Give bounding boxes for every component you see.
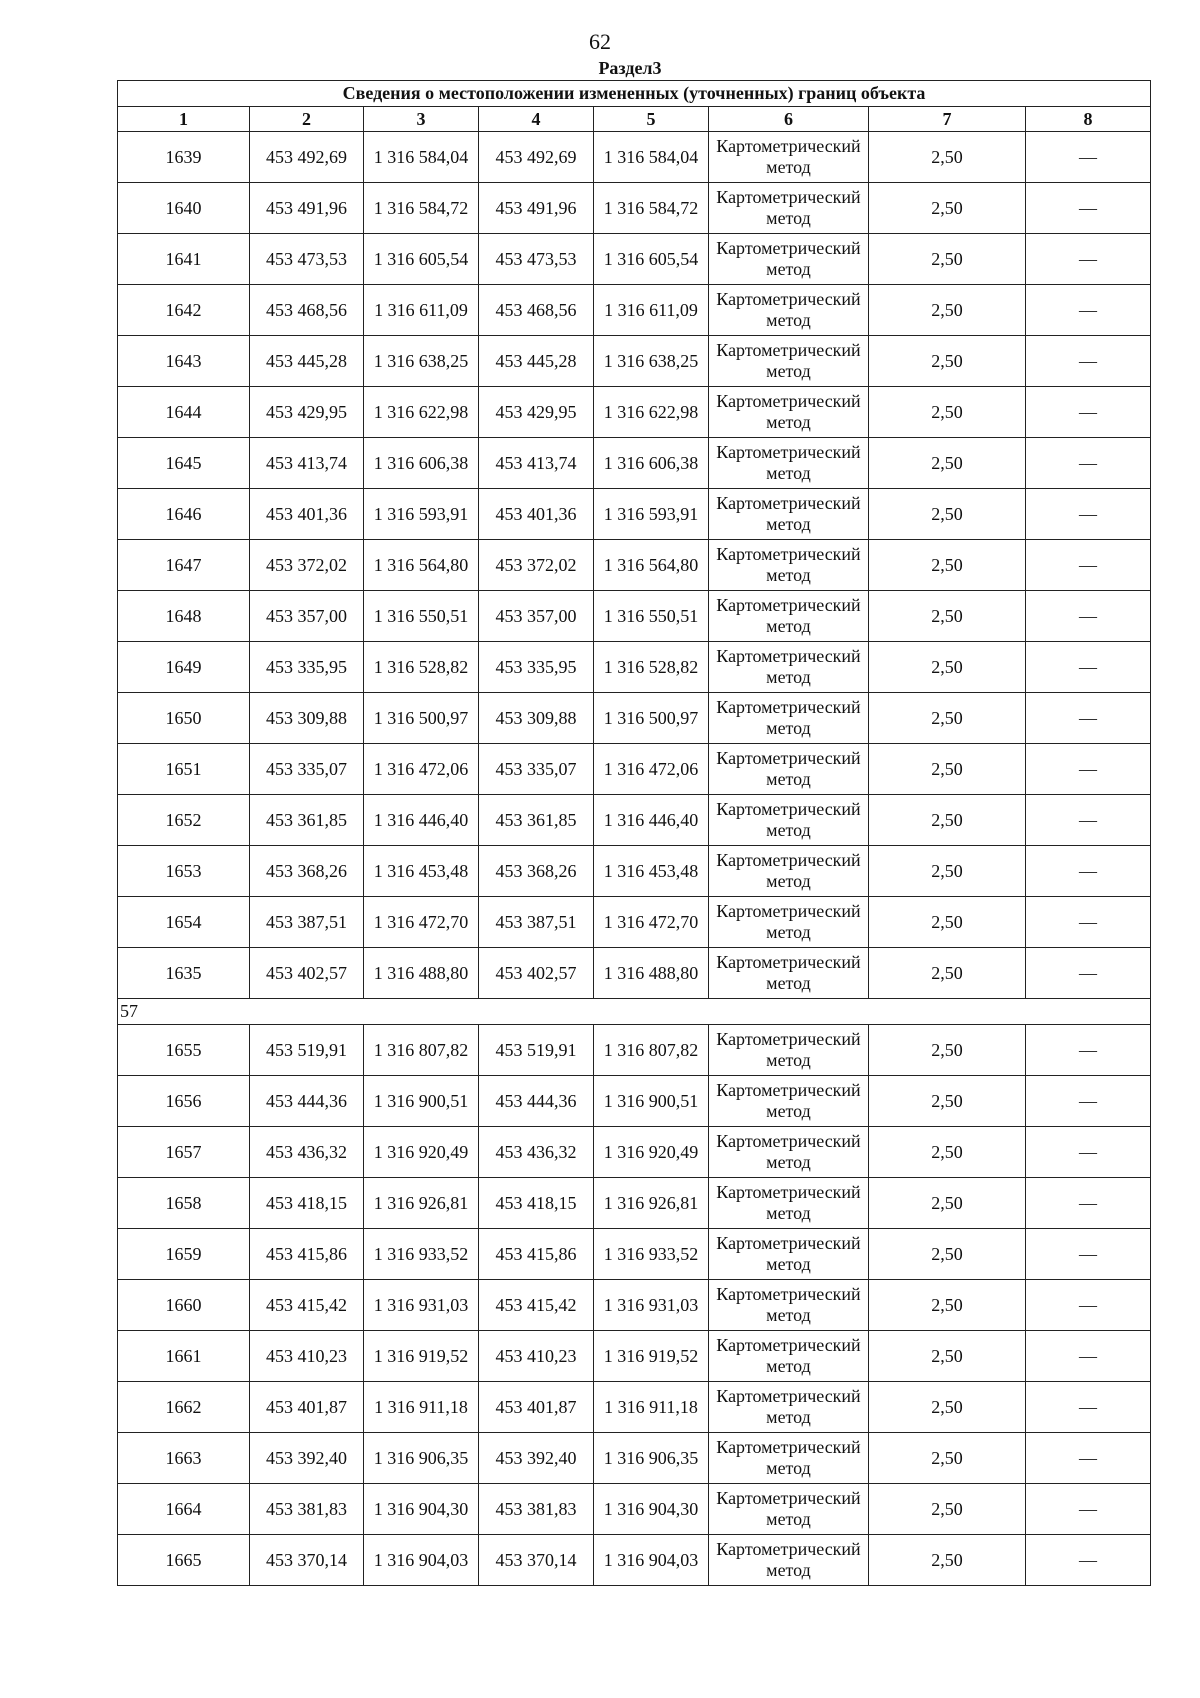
cell-method: Картометрический метод [709,1433,869,1484]
cell-point-number: 1662 [118,1382,250,1433]
cell-x-existing: 453 392,40 [250,1433,364,1484]
cell-point-number: 1650 [118,693,250,744]
cell-description: — [1026,948,1151,999]
cell-x-existing: 453 418,15 [250,1178,364,1229]
cell-point-number: 1652 [118,795,250,846]
cell-x-existing: 453 415,86 [250,1229,364,1280]
cell-point-number: 1649 [118,642,250,693]
table-row [118,234,1151,285]
cell-accuracy: 2,50 [869,1433,1026,1484]
cell-x-existing: 453 372,02 [250,540,364,591]
cell-x-new: 453 445,28 [479,336,594,387]
cell-y-new: 1 316 453,48 [594,846,709,897]
cell-x-existing: 453 468,56 [250,285,364,336]
cell-point-number: 1656 [118,1076,250,1127]
cell-method: Картометрический метод [709,336,869,387]
cell-method: Картометрический метод [709,1127,869,1178]
cell-y-new: 1 316 584,04 [594,132,709,183]
column-header: 2 [250,107,364,132]
cell-x-new: 453 519,91 [479,1025,594,1076]
cell-x-new: 453 335,95 [479,642,594,693]
cell-method: Картометрический метод [709,744,869,795]
contour-separator-row [118,999,1151,1025]
cell-method: Картометрический метод [709,132,869,183]
cell-description: — [1026,132,1151,183]
table-row [118,1382,1151,1433]
table-row [118,1229,1151,1280]
cell-accuracy: 2,50 [869,897,1026,948]
cell-method: Картометрический метод [709,642,869,693]
cell-y-new: 1 316 564,80 [594,540,709,591]
cell-point-number: 1643 [118,336,250,387]
table-row [118,846,1151,897]
cell-y-existing: 1 316 920,49 [364,1127,479,1178]
cell-accuracy: 2,50 [869,438,1026,489]
cell-description: — [1026,693,1151,744]
cell-x-existing: 453 370,14 [250,1535,364,1586]
cell-method: Картометрический метод [709,1382,869,1433]
cell-x-new: 453 309,88 [479,693,594,744]
cell-x-new: 453 381,83 [479,1484,594,1535]
cell-y-new: 1 316 906,35 [594,1433,709,1484]
cell-point-number: 1646 [118,489,250,540]
cell-y-existing: 1 316 453,48 [364,846,479,897]
cell-x-existing: 453 401,36 [250,489,364,540]
cell-description: — [1026,336,1151,387]
cell-method: Картометрический метод [709,489,869,540]
column-header: 4 [479,107,594,132]
cell-method: Картометрический метод [709,591,869,642]
cell-y-existing: 1 316 528,82 [364,642,479,693]
cell-x-existing: 453 381,83 [250,1484,364,1535]
table-row [118,183,1151,234]
cell-y-new: 1 316 606,38 [594,438,709,489]
cell-x-existing: 453 368,26 [250,846,364,897]
column-header: 1 [118,107,250,132]
cell-point-number: 1655 [118,1025,250,1076]
cell-y-existing: 1 316 611,09 [364,285,479,336]
cell-description: — [1026,1127,1151,1178]
cell-accuracy: 2,50 [869,1484,1026,1535]
cell-y-existing: 1 316 638,25 [364,336,479,387]
cell-y-new: 1 316 920,49 [594,1127,709,1178]
cell-accuracy: 2,50 [869,591,1026,642]
cell-y-new: 1 316 622,98 [594,387,709,438]
cell-x-new: 453 415,86 [479,1229,594,1280]
cell-method: Картометрический метод [709,1535,869,1586]
table-row [118,1025,1151,1076]
cell-y-new: 1 316 931,03 [594,1280,709,1331]
cell-y-existing: 1 316 550,51 [364,591,479,642]
cell-method: Картометрический метод [709,948,869,999]
cell-x-new: 453 357,00 [479,591,594,642]
section-label: Раздел3 [598,58,662,78]
cell-y-existing: 1 316 904,30 [364,1484,479,1535]
cell-x-existing: 453 415,42 [250,1280,364,1331]
cell-description: — [1026,1535,1151,1586]
cell-description: — [1026,1280,1151,1331]
table-row [118,897,1151,948]
cell-description: — [1026,1076,1151,1127]
cell-method: Картометрический метод [709,693,869,744]
cell-point-number: 1660 [118,1280,250,1331]
cell-point-number: 1654 [118,897,250,948]
cell-y-new: 1 316 904,30 [594,1484,709,1535]
cell-y-new: 1 316 919,52 [594,1331,709,1382]
table-row [118,285,1151,336]
cell-x-new: 453 401,87 [479,1382,594,1433]
cell-description: — [1026,591,1151,642]
cell-y-existing: 1 316 584,04 [364,132,479,183]
column-header: 6 [709,107,869,132]
table-row [118,489,1151,540]
table-row [118,132,1151,183]
cell-y-existing: 1 316 919,52 [364,1331,479,1382]
cell-method: Картометрический метод [709,438,869,489]
cell-description: — [1026,1178,1151,1229]
cell-point-number: 1653 [118,846,250,897]
cell-y-new: 1 316 933,52 [594,1229,709,1280]
cell-y-new: 1 316 605,54 [594,234,709,285]
cell-method: Картометрический метод [709,285,869,336]
table-body [118,132,1151,1586]
cell-x-new: 453 402,57 [479,948,594,999]
cell-accuracy: 2,50 [869,948,1026,999]
cell-x-new: 453 335,07 [479,744,594,795]
cell-accuracy: 2,50 [869,183,1026,234]
table-row [118,1331,1151,1382]
cell-point-number: 1639 [118,132,250,183]
cell-accuracy: 2,50 [869,489,1026,540]
cell-description: — [1026,234,1151,285]
cell-accuracy: 2,50 [869,642,1026,693]
table-row [118,1280,1151,1331]
cell-description: — [1026,489,1151,540]
cell-y-new: 1 316 593,91 [594,489,709,540]
cell-y-existing: 1 316 472,70 [364,897,479,948]
cell-x-new: 453 410,23 [479,1331,594,1382]
table-row [118,1484,1151,1535]
table-row [118,387,1151,438]
cell-x-new: 453 401,36 [479,489,594,540]
cell-method: Картометрический метод [709,795,869,846]
contour-label: 57 [118,999,1151,1025]
cell-y-existing: 1 316 906,35 [364,1433,479,1484]
cell-method: Картометрический метод [709,183,869,234]
cell-y-existing: 1 316 926,81 [364,1178,479,1229]
cell-accuracy: 2,50 [869,234,1026,285]
cell-point-number: 1640 [118,183,250,234]
cell-y-existing: 1 316 606,38 [364,438,479,489]
cell-x-new: 453 436,32 [479,1127,594,1178]
cell-description: — [1026,285,1151,336]
cell-y-new: 1 316 900,51 [594,1076,709,1127]
table-row [118,693,1151,744]
cell-y-existing: 1 316 911,18 [364,1382,479,1433]
cell-method: Картометрический метод [709,387,869,438]
cell-accuracy: 2,50 [869,744,1026,795]
cell-description: — [1026,438,1151,489]
cell-y-new: 1 316 446,40 [594,795,709,846]
cell-description: — [1026,1484,1151,1535]
cell-y-new: 1 316 638,25 [594,336,709,387]
cell-accuracy: 2,50 [869,693,1026,744]
table-caption: Сведения о местоположении измененных (уточненных) границ объекта [118,81,1151,107]
cell-point-number: 1664 [118,1484,250,1535]
cell-description: — [1026,1331,1151,1382]
cell-point-number: 1642 [118,285,250,336]
cell-method: Картометрический метод [709,1076,869,1127]
cell-accuracy: 2,50 [869,1382,1026,1433]
cell-point-number: 1641 [118,234,250,285]
cell-y-existing: 1 316 564,80 [364,540,479,591]
table-row [118,795,1151,846]
table-row [118,1433,1151,1484]
cell-method: Картометрический метод [709,234,869,285]
cell-accuracy: 2,50 [869,1178,1026,1229]
cell-accuracy: 2,50 [869,795,1026,846]
table-row [118,1127,1151,1178]
cell-description: — [1026,795,1151,846]
cell-x-existing: 453 519,91 [250,1025,364,1076]
cell-x-new: 453 370,14 [479,1535,594,1586]
cell-x-new: 453 473,53 [479,234,594,285]
cell-x-existing: 453 436,32 [250,1127,364,1178]
cell-y-existing: 1 316 807,82 [364,1025,479,1076]
cell-accuracy: 2,50 [869,285,1026,336]
cell-y-new: 1 316 488,80 [594,948,709,999]
cell-x-new: 453 413,74 [479,438,594,489]
table-row [118,540,1151,591]
cell-y-new: 1 316 500,97 [594,693,709,744]
cell-y-new: 1 316 528,82 [594,642,709,693]
cell-x-existing: 453 335,95 [250,642,364,693]
cell-description: — [1026,846,1151,897]
cell-x-existing: 453 444,36 [250,1076,364,1127]
cell-x-existing: 453 335,07 [250,744,364,795]
cell-x-new: 453 429,95 [479,387,594,438]
cell-point-number: 1635 [118,948,250,999]
cell-point-number: 1658 [118,1178,250,1229]
cell-accuracy: 2,50 [869,1229,1026,1280]
cell-accuracy: 2,50 [869,387,1026,438]
cell-y-existing: 1 316 488,80 [364,948,479,999]
cell-x-existing: 453 445,28 [250,336,364,387]
column-number-row [118,107,1151,132]
cell-x-existing: 453 401,87 [250,1382,364,1433]
cell-y-existing: 1 316 472,06 [364,744,479,795]
cell-point-number: 1645 [118,438,250,489]
cell-accuracy: 2,50 [869,1535,1026,1586]
cell-point-number: 1648 [118,591,250,642]
cell-x-existing: 453 361,85 [250,795,364,846]
cell-y-new: 1 316 611,09 [594,285,709,336]
cell-description: — [1026,744,1151,795]
table-row [118,744,1151,795]
cell-x-new: 453 361,85 [479,795,594,846]
cell-y-existing: 1 316 622,98 [364,387,479,438]
cell-x-new: 453 392,40 [479,1433,594,1484]
table-row [118,642,1151,693]
cell-x-existing: 453 402,57 [250,948,364,999]
column-header: 7 [869,107,1026,132]
cell-method: Картометрический метод [709,846,869,897]
table-row [118,1178,1151,1229]
cell-description: — [1026,1433,1151,1484]
cell-point-number: 1647 [118,540,250,591]
cell-y-new: 1 316 807,82 [594,1025,709,1076]
cell-y-existing: 1 316 931,03 [364,1280,479,1331]
cell-x-existing: 453 429,95 [250,387,364,438]
cell-point-number: 1644 [118,387,250,438]
cell-x-existing: 453 492,69 [250,132,364,183]
page-number: 62 [589,29,611,54]
cell-method: Картометрический метод [709,1025,869,1076]
cell-method: Картометрический метод [709,897,869,948]
cell-y-existing: 1 316 900,51 [364,1076,479,1127]
cell-description: — [1026,183,1151,234]
cell-x-new: 453 372,02 [479,540,594,591]
cell-y-new: 1 316 584,72 [594,183,709,234]
cell-method: Картометрический метод [709,1484,869,1535]
cell-accuracy: 2,50 [869,132,1026,183]
column-header: 5 [594,107,709,132]
cell-x-existing: 453 491,96 [250,183,364,234]
cell-description: — [1026,387,1151,438]
cell-y-existing: 1 316 933,52 [364,1229,479,1280]
cell-y-existing: 1 316 605,54 [364,234,479,285]
cell-x-new: 453 468,56 [479,285,594,336]
cell-accuracy: 2,50 [869,1127,1026,1178]
cell-y-existing: 1 316 500,97 [364,693,479,744]
cell-accuracy: 2,50 [869,1331,1026,1382]
cell-y-new: 1 316 904,03 [594,1535,709,1586]
cell-y-existing: 1 316 593,91 [364,489,479,540]
table-row [118,948,1151,999]
cell-x-existing: 453 413,74 [250,438,364,489]
cell-accuracy: 2,50 [869,846,1026,897]
cell-x-existing: 453 357,00 [250,591,364,642]
cell-point-number: 1651 [118,744,250,795]
cell-y-new: 1 316 472,70 [594,897,709,948]
cell-x-existing: 453 387,51 [250,897,364,948]
cell-x-new: 453 418,15 [479,1178,594,1229]
cell-y-existing: 1 316 446,40 [364,795,479,846]
cell-x-new: 453 444,36 [479,1076,594,1127]
cell-y-new: 1 316 550,51 [594,591,709,642]
cell-accuracy: 2,50 [869,1076,1026,1127]
cell-description: — [1026,642,1151,693]
cell-x-existing: 453 473,53 [250,234,364,285]
cell-accuracy: 2,50 [869,1025,1026,1076]
cell-x-existing: 453 309,88 [250,693,364,744]
table-row [118,336,1151,387]
cell-description: — [1026,1025,1151,1076]
cell-x-new: 453 368,26 [479,846,594,897]
cell-y-new: 1 316 472,06 [594,744,709,795]
cell-method: Картометрический метод [709,1178,869,1229]
table-row [118,1535,1151,1586]
cell-accuracy: 2,50 [869,336,1026,387]
cell-method: Картометрический метод [709,1229,869,1280]
cell-y-new: 1 316 926,81 [594,1178,709,1229]
cell-y-new: 1 316 911,18 [594,1382,709,1433]
column-header: 3 [364,107,479,132]
column-header: 8 [1026,107,1151,132]
cell-description: — [1026,1229,1151,1280]
cell-point-number: 1657 [118,1127,250,1178]
cell-method: Картометрический метод [709,540,869,591]
cell-x-existing: 453 410,23 [250,1331,364,1382]
cell-x-new: 453 415,42 [479,1280,594,1331]
cell-point-number: 1663 [118,1433,250,1484]
table-row [118,1076,1151,1127]
cell-x-new: 453 387,51 [479,897,594,948]
cell-description: — [1026,540,1151,591]
cell-point-number: 1661 [118,1331,250,1382]
cell-accuracy: 2,50 [869,540,1026,591]
boundary-table [117,80,1151,1586]
cell-x-new: 453 491,96 [479,183,594,234]
cell-method: Картометрический метод [709,1280,869,1331]
cell-point-number: 1665 [118,1535,250,1586]
cell-point-number: 1659 [118,1229,250,1280]
cell-method: Картометрический метод [709,1331,869,1382]
cell-description: — [1026,897,1151,948]
table-row [118,591,1151,642]
cell-x-new: 453 492,69 [479,132,594,183]
cell-description: — [1026,1382,1151,1433]
cell-accuracy: 2,50 [869,1280,1026,1331]
cell-y-existing: 1 316 584,72 [364,183,479,234]
table-row [118,438,1151,489]
cell-y-existing: 1 316 904,03 [364,1535,479,1586]
